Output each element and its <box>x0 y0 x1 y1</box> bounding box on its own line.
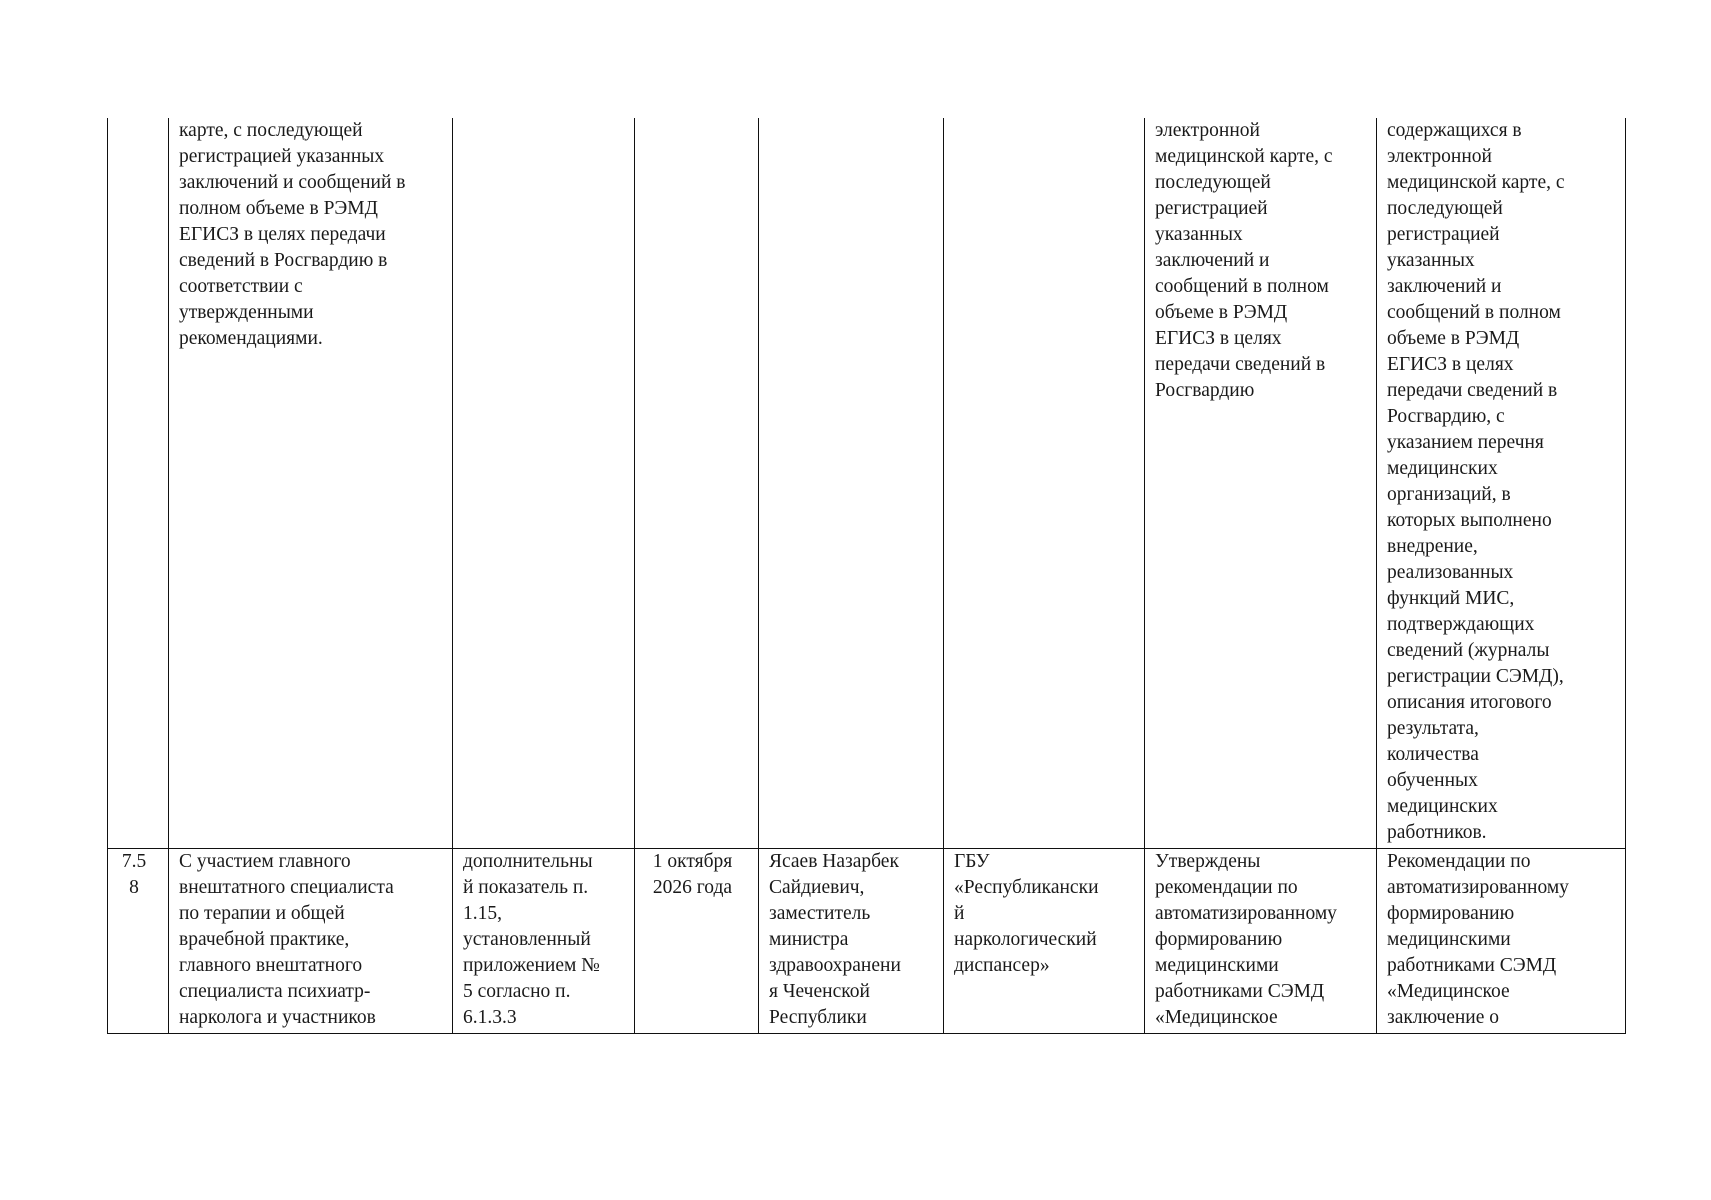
document-table <box>107 118 1626 1034</box>
table-row-continued <box>108 118 1626 849</box>
organization-cell <box>944 118 1145 849</box>
responsible-cell <box>759 118 944 849</box>
description-cell: С участием главного внештатного специалиста по терапии и общей врачебной практике, главного внештатного специалиста психиатр- нарколога и участников <box>169 849 453 1034</box>
responsible-cell: Ясаев Назарбек Сайдиевич, заместитель министра здравоохранени я Чеченской Республики <box>759 849 944 1034</box>
result-cell: электронной медицинской карте, с последующей регистрацией указанных заключений и сообщений в полном объеме в РЭМД ЕГИСЗ в целях передачи сведений в Росгвардию <box>1145 118 1377 849</box>
description-cell: карте, с последующей регистрацией указанных заключений и сообщений в полном объеме в РЭМД ЕГИСЗ в целях передачи сведений в Росгвардию в соответствии с утвержденными рекомендациями. <box>169 118 453 849</box>
deadline-cell <box>635 118 759 849</box>
row-number-cell: 7.5 8 <box>108 849 169 1034</box>
indicator-cell <box>453 118 635 849</box>
organization-cell: ГБУ «Республикански й наркологический диспансер» <box>944 849 1145 1034</box>
row-number-cell <box>108 118 169 849</box>
result-cell: Утверждены рекомендации по автоматизированному формированию медицинскими работниками СЭМД «Медицинское <box>1145 849 1377 1034</box>
table-row <box>108 849 1626 1034</box>
report-cell: содержащихся в электронной медицинской карте, с последующей регистрацией указанных заключений и сообщений в полном объеме в РЭМД ЕГИСЗ в целях передачи сведений в Росгвардию, с указанием перечня медицинских организаций, в которых выполнено внедрение, реализованных функций МИС, подтверждающих сведений (журналы регистрации СЭМД), описания итогового результата, количества обученных медицинских работников. <box>1377 118 1626 849</box>
report-cell: Рекомендации по автоматизированному формированию медицинскими работниками СЭМД «Медицинское заключение о <box>1377 849 1626 1034</box>
indicator-cell: дополнительны й показатель п. 1.15, установленный приложением № 5 согласно п. 6.1.3.3 <box>453 849 635 1034</box>
deadline-cell: 1 октября 2026 года <box>635 849 759 1034</box>
